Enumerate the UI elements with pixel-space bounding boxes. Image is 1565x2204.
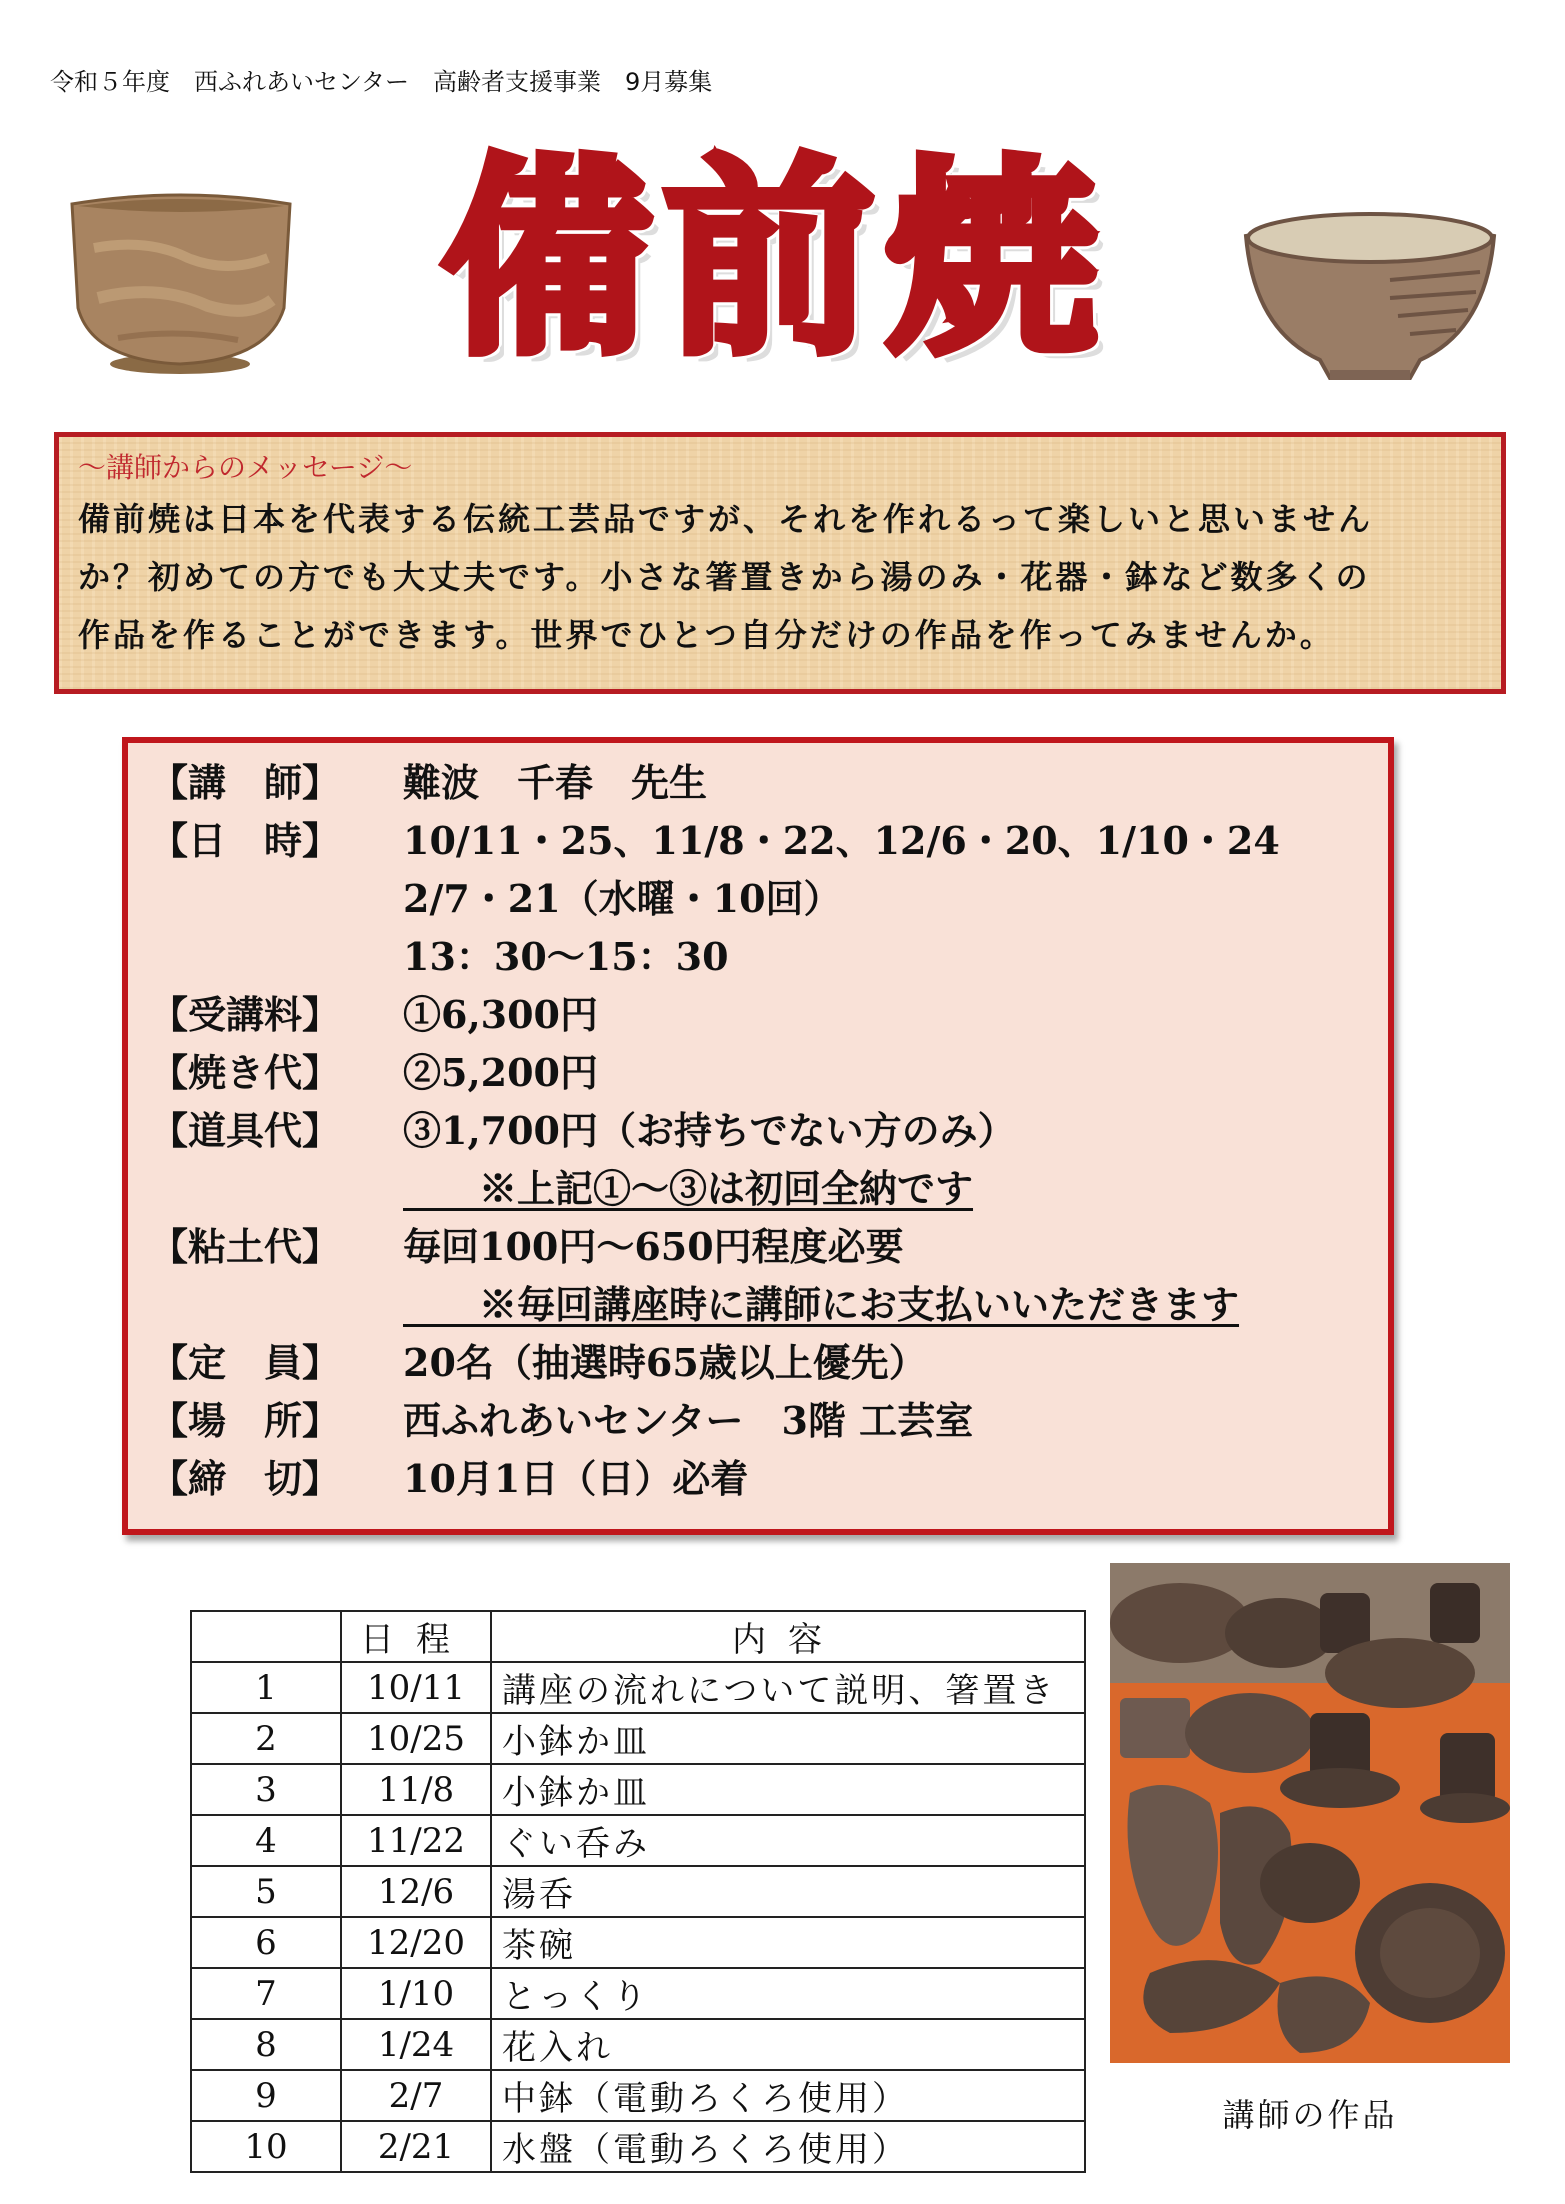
row-content: 茶碗	[491, 1917, 1085, 1968]
info-value: 13：30～15：30	[403, 934, 729, 979]
row-no: 6	[191, 1917, 341, 1968]
table-row	[191, 1764, 1085, 1815]
info-value: ①6,300円	[403, 992, 598, 1037]
info-row-firing-fee	[150, 1045, 1380, 1101]
instructor-works-photo	[1110, 1563, 1510, 2063]
row-date: 10/25	[341, 1713, 491, 1764]
info-label: 【道具代】	[150, 1108, 341, 1153]
payment-note: ※上記①～③は初回全納です	[403, 1166, 974, 1211]
table-row	[191, 1866, 1085, 1917]
info-value: 毎回100円～650円程度必要	[403, 1224, 904, 1269]
row-date: 12/6	[341, 1866, 491, 1917]
table-row	[191, 1662, 1085, 1713]
info-row-location	[150, 1393, 1380, 1449]
info-label: 【場 所】	[150, 1398, 341, 1443]
row-no: 7	[191, 1968, 341, 2019]
message-line: 作品を作ることができます。世界でひとつ自分だけの作品を作ってみませんか。	[78, 616, 1335, 654]
column-header-date: 日程	[341, 1611, 491, 1662]
table-row	[191, 1968, 1085, 2019]
clay-payment-note: ※毎回講座時に講師にお支払いいただきます	[403, 1282, 1240, 1327]
info-row-deadline	[150, 1451, 1380, 1507]
row-content: ぐい呑み	[491, 1815, 1085, 1866]
info-row-tuition	[150, 987, 1380, 1043]
row-date: 11/8	[341, 1764, 491, 1815]
info-label: 【焼き代】	[150, 1050, 341, 1095]
info-value: ③1,700円（お持ちでない方のみ）	[403, 1108, 1016, 1153]
info-value: 難波 千春 先生	[403, 760, 708, 805]
info-value: 西ふれあいセンター 3階 工芸室	[403, 1398, 974, 1443]
row-content: 小鉢か皿	[491, 1764, 1085, 1815]
row-no: 9	[191, 2070, 341, 2121]
message-line: か？初めての方でも大丈夫です。小さな箸置きから湯のみ・花器・鉢など数多くの	[78, 558, 1371, 596]
table-row	[191, 1713, 1085, 1764]
row-content: とっくり	[491, 1968, 1085, 2019]
info-value: 20名（抽選時65歳以上優先）	[403, 1340, 927, 1385]
row-date: 10/11	[341, 1662, 491, 1713]
row-no: 4	[191, 1815, 341, 1866]
info-label: 【講 師】	[150, 760, 341, 805]
column-header-content: 内容	[491, 1611, 1085, 1662]
schedule-table	[190, 1610, 1086, 2173]
column-header-no	[191, 1611, 341, 1662]
row-content: 中鉢（電動ろくろ使用）	[491, 2070, 1085, 2121]
row-no: 2	[191, 1713, 341, 1764]
info-row-clay-note	[150, 1277, 1380, 1333]
row-date: 12/20	[341, 1917, 491, 1968]
row-date: 2/21	[341, 2121, 491, 2172]
table-header-row	[191, 1611, 1085, 1662]
photo-caption: 講師の作品	[1222, 2096, 1398, 2134]
info-value: ②5,200円	[403, 1050, 598, 1095]
row-no: 10	[191, 2121, 341, 2172]
table-row	[191, 2121, 1085, 2172]
info-value: 10月1日（日）必着	[403, 1456, 749, 1501]
row-date: 1/10	[341, 1968, 491, 2019]
info-row-instructor	[150, 755, 1380, 811]
tea-bowl-illustration	[58, 188, 303, 378]
table-row	[191, 1917, 1085, 1968]
info-label: 【粘土代】	[150, 1224, 341, 1269]
message-heading: ～講師からのメッセージ～	[78, 451, 413, 484]
info-row-datetime-cont	[150, 871, 1380, 927]
row-content: 小鉢か皿	[491, 1713, 1085, 1764]
info-row-time	[150, 929, 1380, 985]
info-label: 【受講料】	[150, 992, 341, 1037]
info-row-tool-fee	[150, 1103, 1380, 1159]
rice-bowl-illustration	[1240, 210, 1500, 385]
message-body	[78, 490, 1488, 664]
row-no: 8	[191, 2019, 341, 2070]
row-date: 1/24	[341, 2019, 491, 2070]
page-title: 備前焼	[441, 137, 1108, 382]
row-date: 11/22	[341, 1815, 491, 1866]
row-content: 花入れ	[491, 2019, 1085, 2070]
info-row-payment-note	[150, 1161, 1380, 1217]
info-value: 2/7・21（水曜・10回）	[403, 876, 842, 921]
row-date: 2/7	[341, 2070, 491, 2121]
message-line: 備前焼は日本を代表する伝統工芸品ですが、それを作れるって楽しいと思いません	[78, 500, 1374, 538]
flyer-header: 令和５年度 西ふれあいセンター 高齢者支援事業 9月募集	[50, 68, 713, 96]
info-label: 【締 切】	[150, 1456, 341, 1501]
table-row	[191, 2070, 1085, 2121]
info-row-clay-fee	[150, 1219, 1380, 1275]
info-value: 10/11・25、11/8・22、12/6・20、1/10・24	[403, 818, 1280, 863]
info-label: 【日 時】	[150, 818, 341, 863]
row-content: 講座の流れについて説明、箸置き	[491, 1662, 1085, 1713]
row-no: 5	[191, 1866, 341, 1917]
row-content: 水盤（電動ろくろ使用）	[491, 2121, 1085, 2172]
info-label: 【定 員】	[150, 1340, 341, 1385]
row-content: 湯呑	[491, 1866, 1085, 1917]
info-row-datetime	[150, 813, 1380, 869]
row-no: 3	[191, 1764, 341, 1815]
table-row	[191, 1815, 1085, 1866]
table-row	[191, 2019, 1085, 2070]
info-row-capacity	[150, 1335, 1380, 1391]
row-no: 1	[191, 1662, 341, 1713]
